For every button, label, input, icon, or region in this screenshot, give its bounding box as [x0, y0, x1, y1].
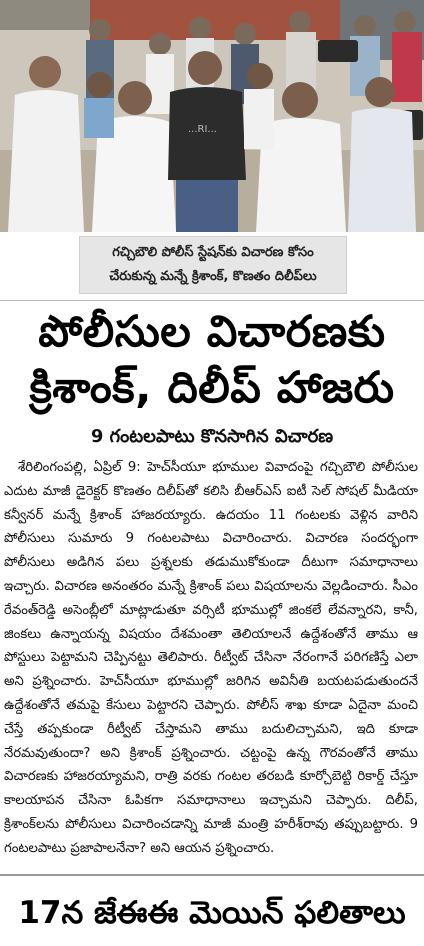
headline-line-1: పోలీసుల విచారణకు	[38, 307, 386, 357]
headline-line-2: క్రిశాంక్‌, దిలీప్‌ హాజరు	[29, 363, 395, 413]
sub-headline: 9 గంటలపాటు కొనసాగిన విచారణ	[90, 426, 334, 447]
article-body	[4, 456, 418, 862]
crowd-photo-illustration	[0, 0, 424, 232]
caption-line-1: గచ్చిబౌలి పోలీస్‌ స్టేషన్‌కు విచారణ కోసం	[112, 245, 314, 260]
divider	[0, 300, 424, 301]
news-photo	[0, 0, 424, 232]
caption-line-2: చేరుకున్న మన్నే క్రిశాంక్‌, కొణతం దిలీప్‌లు	[109, 269, 317, 284]
photo-caption	[79, 236, 347, 294]
section-divider	[0, 874, 424, 876]
shirt-print: ...RI...	[188, 124, 217, 135]
next-article-headline: 17న జేఈఈ మెయిన్‌ ఫలితాలు	[18, 895, 406, 931]
article-paragraph: శేరిలింగంపల్లి, ఏప్రిల్‌ 9: హెచ్‌సీయూ భూముల వివాదంపై గచ్చిబౌలి పోలీసుల ఎదుట మాజీ డైరెక్టర్‌ కొణతం దిలీప్‌తో కలిసి బీఆర్‌ఎస్‌ ఐటీ సెల్‌ సోషల్‌ మీడియా కన్వీనర్‌ మన్నే క్రిశాంక్‌ హాజరయ్యారు. ఉదయం 11 గంటలకు వెళ్లిన వారిని పోలీసులు సుమారు 9 గంటలపాటు విచారించారు. విచారణ సందర్భంగా పోలీసులు అడిగిన పలు ప్రశ్నలకు తడుముకోకుండా దీటుగా సమాధానాలు ఇచ్చారు. విచారణ అనంతరం మన్నే క్రిశాంక్‌ పలు విషయాలను వెల్లడించారు. సీఎం రేవంత్‌రెడ్డి అసెంబ్లీలో మాట్లాడుతూ వర్సిటీ భూముల్లో జింకలే లేవన్నారని, కానీ, జింకలు ఉన్నాయన్న విషయం దేశమంతా తెలియాలనే ఉద్దేశంతోనే తాము ఆ పోస్టులు పెట్టామని చెప్పినట్టు తెలిపారు. రీట్వీట్‌ చేసినా నేరంగానే పరిగణిస్తే ఎలా అని ప్రశ్నించారు. హెచ్‌సీయూ భూముల్లో జరిగిన అవినీతి బయటపడుతుందనే ఉద్దేశంతోనే తమపై కేసులు పెట్టారని చెప్పారు. పోలీస్‌ శాఖ కూడా ఏదైనా మంచి చేస్తే తప్పకుండా రీట్వీట్‌ చేస్తామని తాము బదులిచ్చామని, ఇది కూడా నేరమవుతుందా? అని క్రిశాంక్‌ ప్రశ్నించారు. చట్టంపై ఉన్న గౌరవంతోనే తాము విచారణకు హాజరయ్యామని, రాత్రి వరకు గంటల తరబడి కూర్చోబెట్టి రికార్డ్‌ చేస్తూ కాలయాపన చేసినా ఓపికగా సమాధానాలు ఇచ్చామని చెప్పారు. దిలీప్‌, క్రిశాంక్‌లను పోలీసులు విచారించడాన్ని మాజీ మంత్రి హరీశ్‌రావు తప్పుబట్టారు. 9 గంటలపాటు ప్రజాపాలనేనా? అని ఆయన ప్రశ్నించారు.	[4, 460, 418, 856]
